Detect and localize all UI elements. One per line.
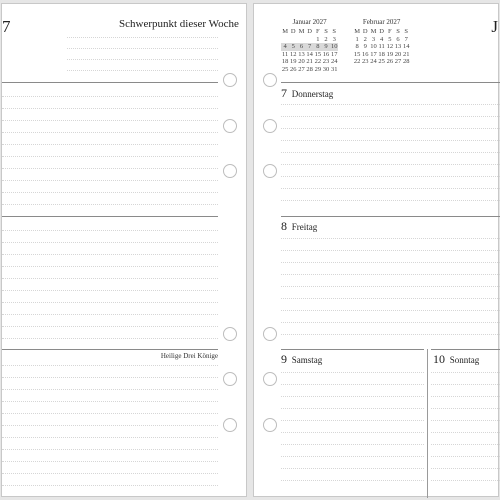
left-page bbox=[1, 3, 247, 497]
calendar-day: 10 bbox=[370, 43, 377, 51]
calendar-day: 24 bbox=[330, 58, 338, 66]
calendar-day: 15 bbox=[353, 50, 361, 58]
writing-line bbox=[281, 262, 500, 263]
writing-line bbox=[2, 473, 218, 474]
calendar-weekday: M bbox=[354, 28, 360, 35]
writing-line bbox=[2, 156, 218, 157]
writing-line bbox=[2, 377, 218, 378]
calendar-grid bbox=[281, 28, 338, 74]
writing-line bbox=[2, 302, 218, 303]
writing-line bbox=[2, 389, 218, 390]
writing-line bbox=[2, 180, 218, 181]
calendar-day: 15 bbox=[314, 50, 322, 58]
writing-line bbox=[2, 204, 218, 205]
binder-hole bbox=[263, 327, 277, 341]
holiday-label: Heilige Drei Könige bbox=[160, 352, 218, 360]
section-separator bbox=[2, 216, 218, 217]
calendar-day: 31 bbox=[330, 65, 338, 73]
binder-hole bbox=[223, 418, 237, 432]
writing-line bbox=[431, 468, 500, 469]
writing-line bbox=[281, 188, 500, 189]
binder-hole bbox=[263, 418, 277, 432]
calendar-day: 27 bbox=[298, 65, 305, 73]
writing-line bbox=[2, 192, 218, 193]
day-number: 10 bbox=[433, 352, 445, 366]
binder-hole bbox=[223, 119, 237, 133]
writing-line bbox=[281, 444, 424, 445]
calendar-day: 3 bbox=[371, 35, 376, 43]
calendar-weekday: S bbox=[396, 28, 400, 35]
calendar-day: 19 bbox=[290, 58, 297, 66]
calendar-weekday: D bbox=[290, 28, 296, 35]
writing-line bbox=[2, 278, 218, 279]
calendar-grid bbox=[353, 28, 410, 66]
calendar-month-title: Februar 2027 bbox=[362, 18, 401, 26]
corner-letter: J bbox=[491, 17, 498, 36]
calendar-day: 9 bbox=[322, 43, 330, 51]
calendar-weekday: D bbox=[307, 28, 312, 35]
writing-line bbox=[2, 437, 218, 438]
writing-line bbox=[2, 108, 218, 109]
writing-line bbox=[2, 230, 218, 231]
writing-line bbox=[281, 286, 500, 287]
writing-line bbox=[281, 238, 500, 239]
calendar-week bbox=[281, 43, 338, 51]
calendar-day: 8 bbox=[314, 43, 322, 51]
day-name: Sonntag bbox=[449, 355, 480, 365]
right-page bbox=[253, 3, 499, 497]
calendar-day: 13 bbox=[298, 50, 305, 58]
calendar-weekday: D bbox=[362, 28, 368, 35]
calendar-day: 24 bbox=[370, 58, 377, 66]
writing-line bbox=[67, 37, 218, 38]
writing-line bbox=[2, 401, 218, 402]
calendar-week bbox=[281, 66, 338, 74]
weekend-divider bbox=[427, 349, 428, 498]
binder-hole bbox=[223, 164, 237, 178]
writing-line bbox=[2, 144, 218, 145]
calendar-day: 29 bbox=[314, 65, 322, 73]
calendar-day: 14 bbox=[402, 43, 410, 51]
writing-line bbox=[2, 290, 218, 291]
writing-line bbox=[67, 48, 218, 49]
calendar-day: 1 bbox=[355, 35, 359, 43]
calendar-day: 11 bbox=[378, 43, 385, 51]
day-number: 9 bbox=[281, 352, 287, 366]
writing-line bbox=[281, 480, 424, 481]
calendar-day bbox=[306, 36, 314, 44]
binder-hole bbox=[263, 73, 277, 87]
calendar-day: 20 bbox=[394, 50, 402, 58]
calendar-day: 30 bbox=[322, 65, 330, 73]
writing-line bbox=[2, 120, 218, 121]
writing-line bbox=[2, 96, 218, 97]
binder-hole bbox=[223, 372, 237, 386]
calendar-day bbox=[289, 36, 297, 44]
calendar-day bbox=[297, 36, 305, 44]
day-name: Freitag bbox=[291, 222, 318, 232]
calendar-day: 25 bbox=[281, 65, 289, 73]
calendar-day bbox=[281, 36, 289, 44]
writing-line bbox=[2, 242, 218, 243]
calendar-day: 28 bbox=[306, 65, 313, 73]
calendar-day: 16 bbox=[362, 50, 369, 58]
writing-line bbox=[431, 432, 500, 433]
calendar-day: 17 bbox=[330, 50, 338, 58]
calendar-day: 4 bbox=[281, 43, 289, 51]
calendar-day: 16 bbox=[322, 50, 330, 58]
day-separator bbox=[281, 216, 500, 217]
day-header-sunday bbox=[433, 352, 479, 367]
writing-line bbox=[2, 413, 218, 414]
calendar-week bbox=[353, 51, 410, 59]
calendar-week bbox=[353, 58, 410, 66]
writing-line bbox=[2, 338, 218, 339]
writing-line bbox=[281, 104, 500, 105]
calendar-weekday: M bbox=[370, 28, 377, 35]
calendar-day: 6 bbox=[297, 43, 305, 51]
writing-line bbox=[281, 116, 500, 117]
calendar-day: 23 bbox=[362, 58, 369, 66]
writing-line bbox=[2, 266, 218, 267]
calendar-weekday: F bbox=[388, 28, 392, 35]
writing-line bbox=[2, 449, 218, 450]
calendar-day: 12 bbox=[290, 50, 297, 58]
writing-line bbox=[281, 408, 424, 409]
writing-line bbox=[2, 326, 218, 327]
binder-hole bbox=[263, 164, 277, 178]
writing-line bbox=[2, 485, 218, 486]
writing-line bbox=[67, 70, 218, 71]
writing-line bbox=[431, 456, 500, 457]
calendar-week bbox=[281, 51, 338, 59]
writing-line bbox=[281, 200, 500, 201]
day-number: 8 bbox=[281, 219, 287, 233]
writing-line bbox=[281, 468, 424, 469]
calendar-day: 2 bbox=[324, 35, 328, 43]
day-separator bbox=[431, 349, 500, 350]
calendar-week bbox=[281, 36, 338, 44]
day-header-thursday bbox=[281, 86, 333, 101]
calendar-weekday: S bbox=[324, 28, 328, 35]
writing-line bbox=[431, 384, 500, 385]
calendar-day: 7 bbox=[404, 35, 408, 43]
calendar-weekday: D bbox=[379, 28, 384, 35]
writing-line bbox=[281, 396, 424, 397]
calendar-week bbox=[353, 36, 410, 44]
writing-line bbox=[2, 461, 218, 462]
writing-line bbox=[281, 274, 500, 275]
calendar-day: 8 bbox=[355, 43, 359, 51]
calendar-day: 17 bbox=[370, 50, 377, 58]
calendar-day: 19 bbox=[386, 50, 394, 58]
writing-line bbox=[2, 132, 218, 133]
writing-line bbox=[2, 254, 218, 255]
focus-title: Schwerpunkt dieser Woche bbox=[119, 18, 239, 30]
calendar-day: 23 bbox=[322, 58, 330, 66]
calendar-month-title: Januar 2027 bbox=[292, 18, 327, 26]
writing-line bbox=[431, 408, 500, 409]
calendar-day: 1 bbox=[316, 35, 320, 43]
writing-line bbox=[281, 322, 500, 323]
calendar-day: 26 bbox=[290, 65, 297, 73]
writing-line bbox=[281, 140, 500, 141]
calendar-weekday: F bbox=[316, 28, 320, 35]
week-number: 7 bbox=[2, 17, 11, 36]
calendar-day: 22 bbox=[314, 58, 322, 66]
calendar-day: 14 bbox=[306, 50, 313, 58]
calendar-day: 9 bbox=[363, 43, 367, 51]
writing-line bbox=[281, 164, 500, 165]
day-header-saturday bbox=[281, 352, 322, 367]
writing-line bbox=[281, 310, 500, 311]
binder-hole bbox=[263, 119, 277, 133]
writing-line bbox=[281, 456, 424, 457]
writing-line bbox=[281, 152, 500, 153]
writing-line bbox=[281, 384, 424, 385]
writing-line bbox=[431, 372, 500, 373]
calendar-day: 5 bbox=[289, 43, 297, 51]
mini-calendar-february bbox=[353, 18, 410, 66]
writing-line bbox=[2, 425, 218, 426]
calendar-day: 21 bbox=[306, 58, 313, 66]
day-name: Samstag bbox=[291, 355, 323, 365]
writing-line bbox=[431, 444, 500, 445]
calendar-day: 20 bbox=[298, 58, 305, 66]
writing-line bbox=[281, 128, 500, 129]
calendar-day: 4 bbox=[380, 35, 384, 43]
day-separator bbox=[281, 349, 424, 350]
calendar-day: 7 bbox=[306, 43, 314, 51]
calendar-day: 28 bbox=[402, 58, 410, 66]
writing-line bbox=[281, 298, 500, 299]
calendar-day: 11 bbox=[281, 50, 289, 58]
calendar-day: 22 bbox=[353, 58, 361, 66]
writing-line bbox=[281, 334, 500, 335]
writing-line bbox=[281, 250, 500, 251]
calendar-day: 21 bbox=[402, 50, 410, 58]
calendar-weekday: S bbox=[332, 28, 337, 35]
writing-line bbox=[431, 420, 500, 421]
writing-line bbox=[2, 314, 218, 315]
day-number: 7 bbox=[281, 86, 287, 100]
writing-line bbox=[2, 365, 218, 366]
calendar-day: 5 bbox=[388, 35, 392, 43]
calendar-day: 12 bbox=[386, 43, 394, 51]
binder-hole bbox=[223, 327, 237, 341]
calendar-weekday: M bbox=[298, 28, 305, 35]
binder-hole bbox=[263, 372, 277, 386]
binder-hole bbox=[223, 73, 237, 87]
calendar-day: 25 bbox=[378, 58, 385, 66]
section-separator bbox=[2, 82, 218, 83]
calendar-week bbox=[281, 58, 338, 66]
calendar-day: 13 bbox=[394, 43, 402, 51]
writing-line bbox=[2, 168, 218, 169]
calendar-day: 27 bbox=[394, 58, 402, 66]
calendar-day: 18 bbox=[281, 58, 289, 66]
calendar-day: 2 bbox=[363, 35, 367, 43]
writing-line bbox=[431, 480, 500, 481]
mini-calendar-january bbox=[281, 18, 338, 74]
calendar-week bbox=[353, 43, 410, 51]
day-separator bbox=[281, 82, 500, 83]
writing-line bbox=[67, 59, 218, 60]
writing-line bbox=[281, 372, 424, 373]
calendar-weekday: S bbox=[404, 28, 409, 35]
writing-line bbox=[281, 176, 500, 177]
calendar-weekday: M bbox=[282, 28, 288, 35]
day-header-friday bbox=[281, 219, 317, 234]
section-separator bbox=[2, 349, 218, 350]
calendar-day: 10 bbox=[330, 43, 338, 51]
calendar-day: 18 bbox=[378, 50, 385, 58]
writing-line bbox=[281, 432, 424, 433]
calendar-day: 26 bbox=[386, 58, 394, 66]
writing-line bbox=[431, 396, 500, 397]
writing-line bbox=[281, 420, 424, 421]
calendar-day: 3 bbox=[332, 35, 336, 43]
day-name: Donnerstag bbox=[291, 89, 334, 99]
calendar-day: 6 bbox=[396, 35, 400, 43]
